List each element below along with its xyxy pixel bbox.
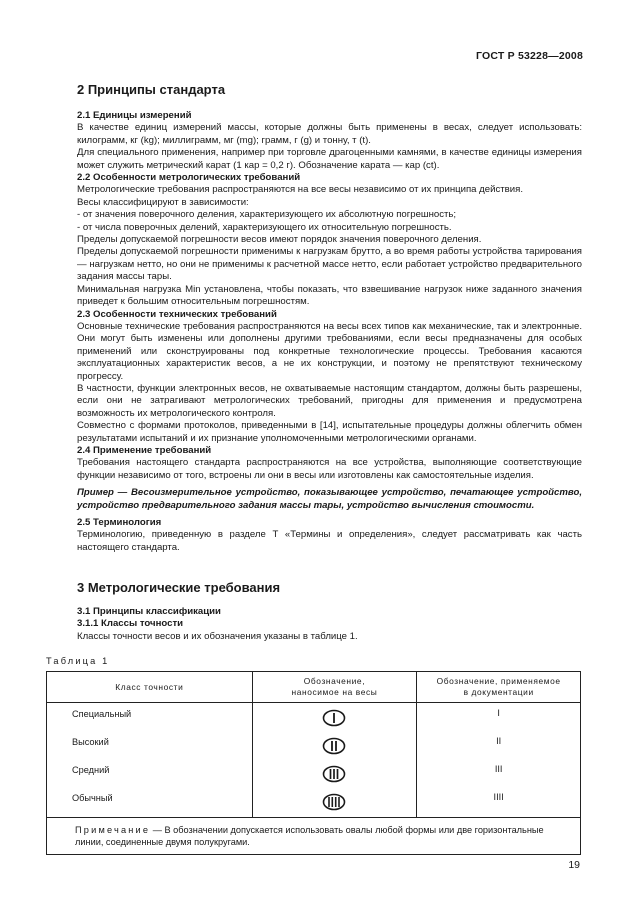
table-caption: Таблица 1 [46, 656, 110, 666]
list-item: - от значения поверочного деления, характеризующего их абсолютную погрешность; [77, 209, 457, 221]
paragraph: Весы классифицируют в зависимости: [77, 196, 249, 208]
class-name: Обычный [47, 787, 253, 818]
list-item: - от числа поверочных делений, характеризующего их относительную погрешность. [77, 221, 452, 233]
paragraph: Основные технические требования распространяются на весы всех типов как механические, так и электронные. Они могут быть изменены или дополнены другими требованиями, если весы предназначены для особых применений или сконструированы под конкретные технологические процессы. Требования касаются эксплуатационных характеристик весов, а не их конструкции, и поэтому не препятствуют техническому прогрессу. [77, 320, 582, 382]
section-2-5-title: 2.5 Терминология [77, 517, 162, 528]
table-row [47, 731, 581, 759]
class-III-mark-icon [322, 765, 346, 783]
section-3-1-title: 3.1 Принципы классификации [77, 606, 221, 617]
paragraph: Совместно с формами протоколов, приведенными в [14], испытательные процедуры должны облегчить обмен результатами испытаний и их признание уполномоченными метрологическими органами. [77, 420, 582, 444]
paragraph: В качестве единиц измерений массы, которые должны быть применены в весах, следует использовать: килограмм, кг (kg); миллиграмм, мг (mg); грамм, г (g) и тонну, т (t). [77, 122, 582, 146]
table-note-row [47, 818, 581, 855]
table-header-row [47, 672, 581, 703]
paragraph: В частности, функции электронных весов, не охватываемые настоящим стандартом, должны быть разрешены, если они не затрагивают метрологических требований, пригодны для применения и предусмотрена возможность их метрологического контроля. [77, 382, 582, 419]
class-name: Средний [47, 759, 253, 787]
column-header-mark: Обозначение, наносимое на весы [252, 672, 417, 703]
table-row [47, 759, 581, 787]
doc-designation: II [417, 731, 581, 759]
doc-designation: III [417, 759, 581, 787]
doc-designation: IIII [417, 787, 581, 818]
section-2-4-title: 2.4 Применение требований [77, 444, 212, 456]
paragraph: Требования настоящего стандарта распространяются на все устройства, выполняющие соответствующие функции независимо от того, встроены ли они в весы или изготовлены как самостоятельные изделия. [77, 457, 582, 481]
note-text: — В обозначении допускается использовать овалы любой формы или две горизонтальные линии, соединенные двумя полукругами. [75, 825, 544, 847]
accuracy-classes-table [46, 671, 581, 855]
section-3-body [77, 606, 582, 643]
section-2-title: 2 Принципы стандарта [77, 82, 226, 97]
class-name: Высокий [47, 731, 253, 759]
paragraph: Терминологию, приведенную в разделе Т «Термины и определения», следует рассматривать как часть настоящего стандарта. [77, 529, 582, 553]
class-I-mark-icon [322, 709, 346, 727]
table-row [47, 787, 581, 818]
paragraph: Пределы допускаемой погрешности весов имеют порядок значения поверочного деления. [77, 234, 482, 246]
page-number: 19 [568, 859, 580, 871]
example: Пример — Весоизмерительное устройство, показывающее устройство, печатающее устройство, устройство предварительного задания массы тары, устройство вычисления стоимости. [77, 487, 582, 511]
paragraph: Минимальная нагрузка Min установлена, чтобы показать, что взвешивание нагрузок ниже заданного значения приведет к большим относительным погрешностям. [77, 283, 582, 308]
class-IIII-mark-icon [322, 793, 346, 811]
class-name: Специальный [47, 703, 253, 732]
doc-designation: I [417, 703, 581, 732]
section-3-1-1-title: 3.1.1 Классы точности [77, 618, 184, 630]
table-row [47, 703, 581, 732]
column-header-class: Класс точности [47, 672, 253, 703]
section-2-body [77, 110, 582, 554]
section-2-3-title: 2.3 Особенности технических требований [77, 308, 277, 320]
paragraph: Пределы допускаемой погрешности применимы к нагрузкам брутто, а во время работы устройства тарирования — нагрузкам нетто, но они не применимы к расчетной массе нетто, если работает устройство предварительного задания массы тары. [77, 246, 582, 283]
note-label: Примечание [75, 825, 151, 835]
column-header-doc: Обозначение, применяемое в документации [417, 672, 581, 703]
section-3-title: 3 Метрологические требования [77, 580, 281, 595]
section-2-2-title: 2.2 Особенности метрологических требований [77, 172, 301, 184]
paragraph: Классы точности весов и их обозначения указаны в таблице 1. [77, 630, 358, 642]
standard-code-header: ГОСТ Р 53228—2008 [475, 50, 583, 62]
class-II-mark-icon [322, 737, 346, 755]
paragraph: Метрологические требования распространяются на все весы независимо от их принципа действия. [77, 184, 523, 196]
section-2-1-title: 2.1 Единицы измерений [77, 110, 192, 121]
paragraph: Для специального применения, например при торговле драгоценными камнями, в качестве единицы измерения может служить метрический карат (1 кар = 0,2 г). Обозначение карата — кар (ct). [77, 147, 582, 171]
